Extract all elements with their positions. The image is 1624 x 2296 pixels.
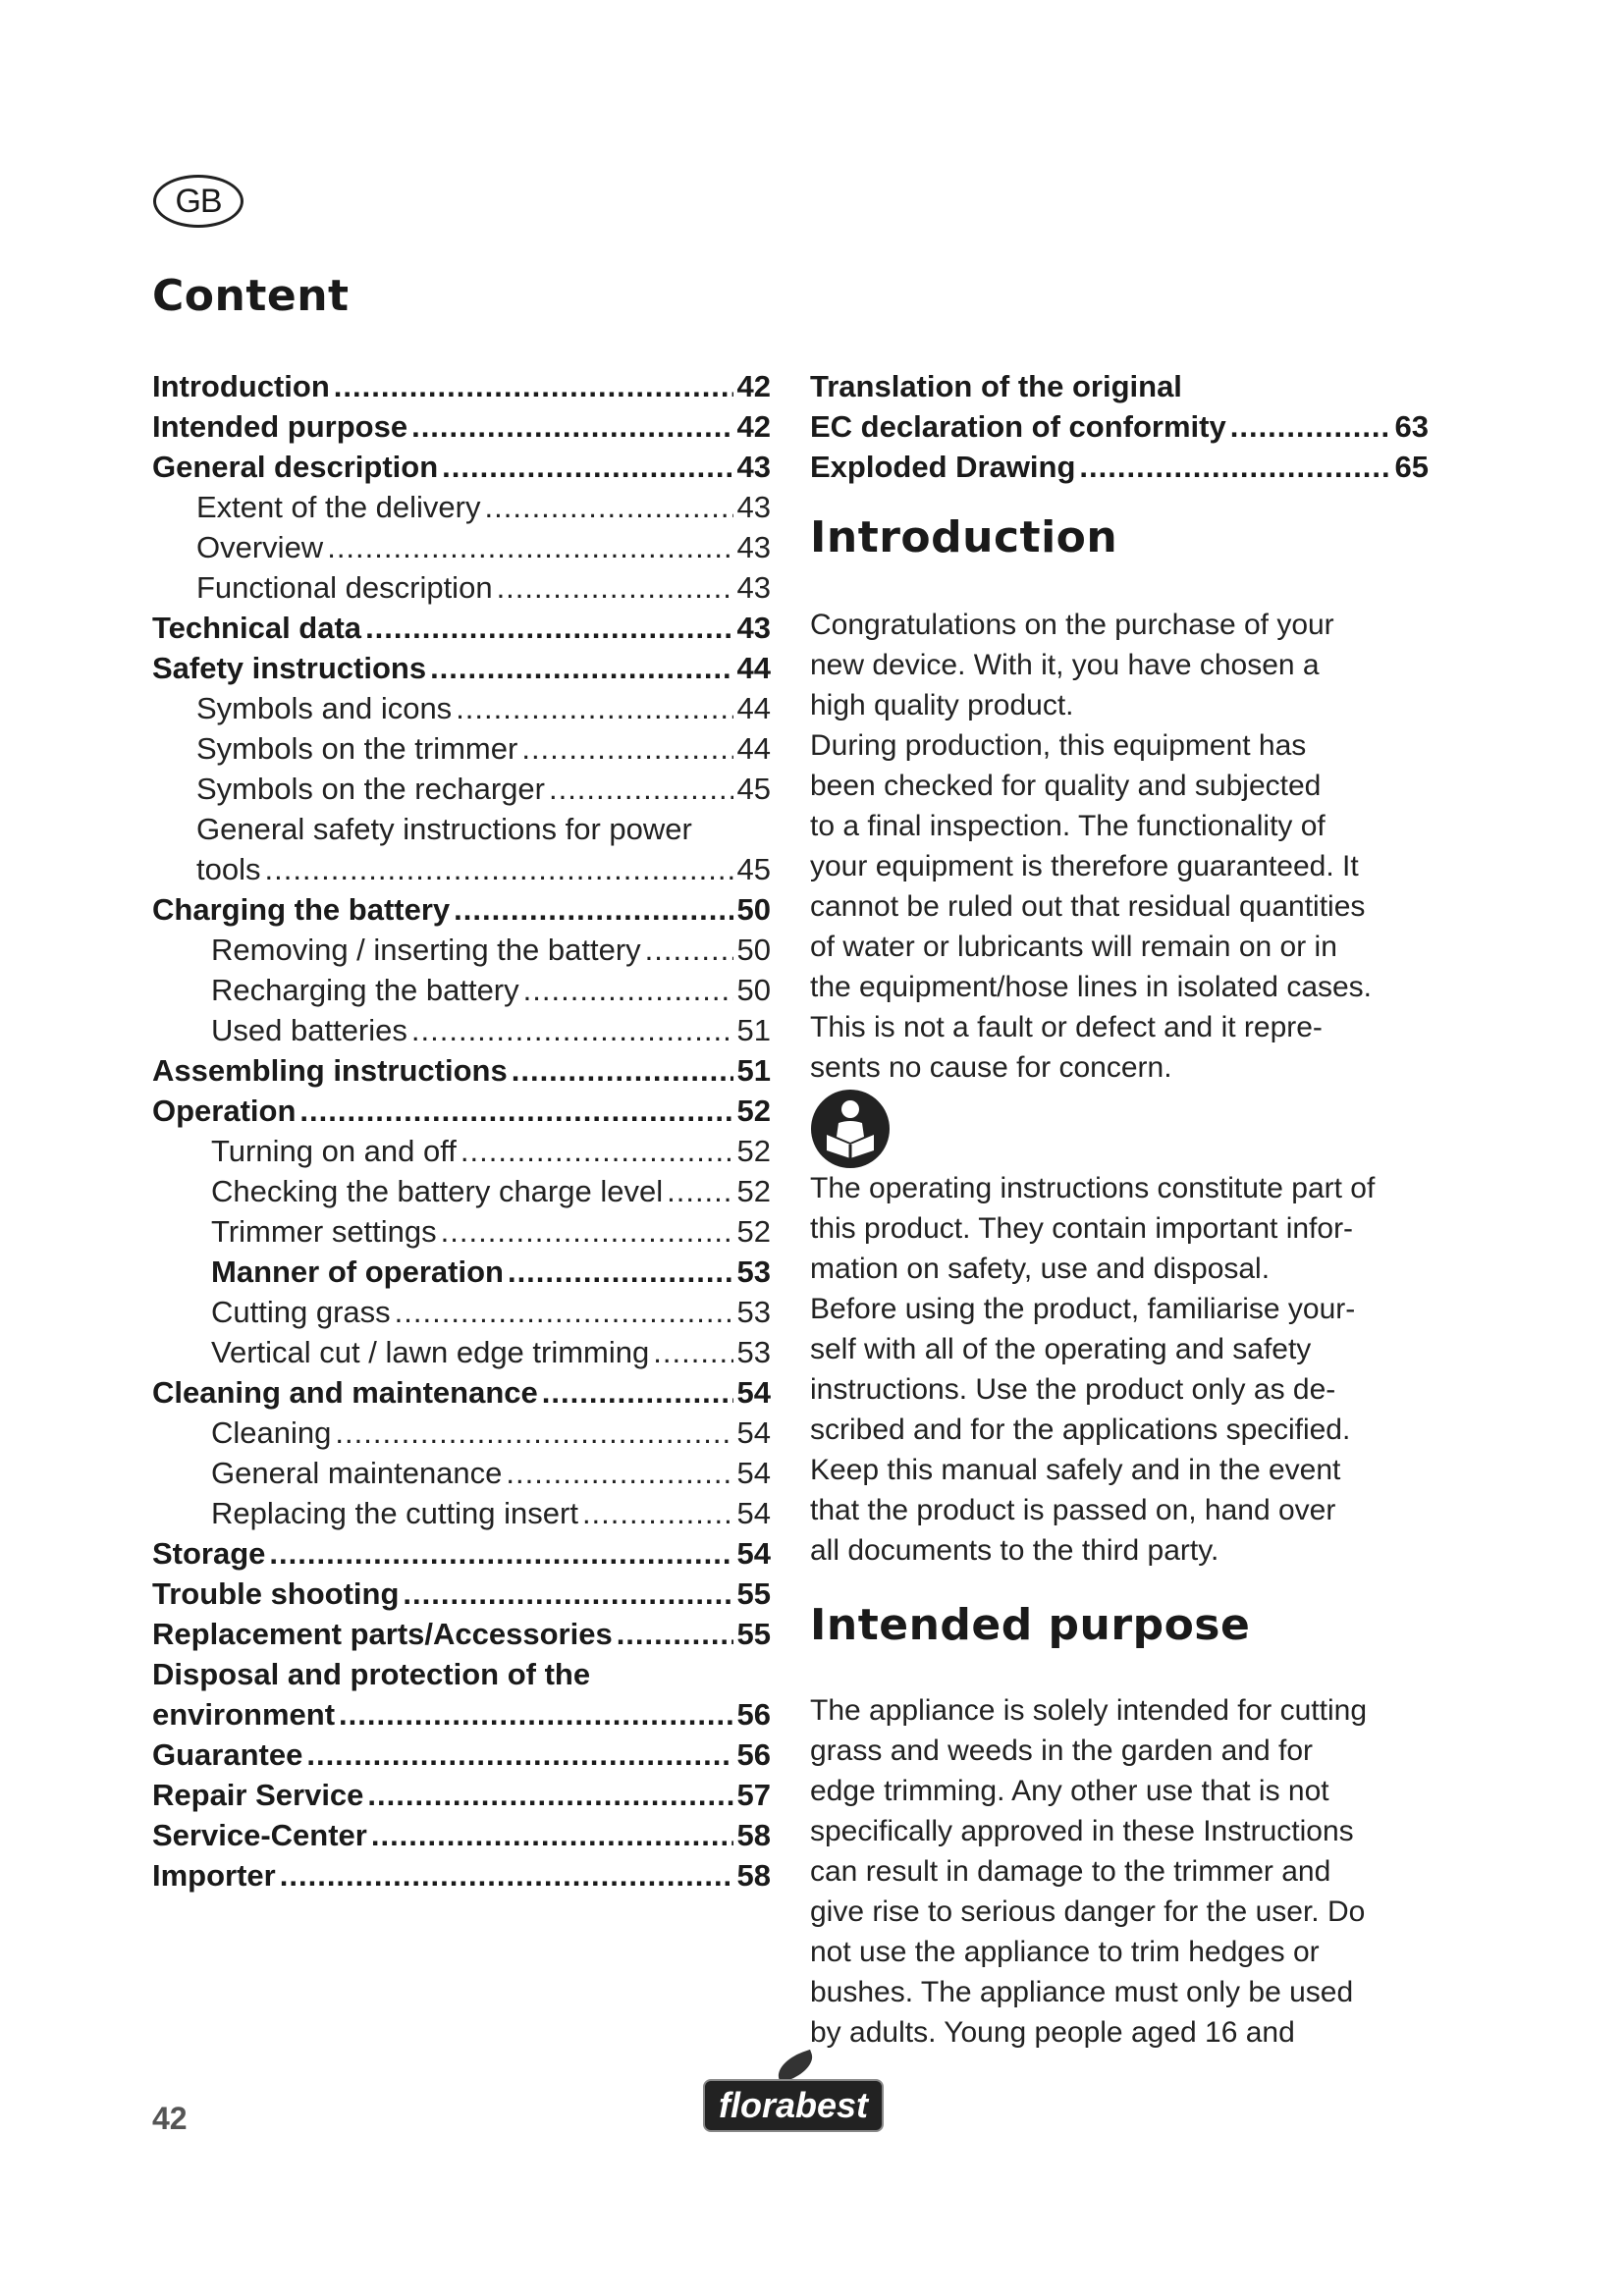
toc-entry-label: Service-Center	[152, 1818, 367, 1852]
text-line: your equipment is therefore guaranteed. It	[810, 850, 1359, 882]
toc-entry-label: Intended purpose	[152, 409, 408, 444]
toc-entry[interactable]	[152, 930, 771, 970]
toc-entry-page: 50	[736, 892, 771, 927]
toc-entry-label: Introduction	[152, 369, 330, 403]
toc-entry-page: 56	[736, 1697, 771, 1732]
toc-entry-label: Disposal and protection of the	[152, 1657, 591, 1691]
text-line: grass and weeds in the garden and for	[810, 1735, 1314, 1767]
dot-leader	[1079, 447, 1390, 487]
toc-entry-label: EC declaration of conformity	[810, 409, 1226, 444]
operating-instructions-text	[810, 1168, 1438, 1571]
toc-entry-label: Exploded Drawing	[810, 450, 1076, 484]
toc-entry-label: Cleaning	[211, 1415, 332, 1450]
dot-leader	[549, 769, 733, 809]
toc-entry-page: 63	[1394, 409, 1429, 444]
dot-leader	[521, 728, 732, 769]
toc-entry-label: Cleaning and maintenance	[152, 1375, 538, 1410]
text-line: to a final inspection. The functionality of	[810, 810, 1326, 842]
toc-entry-label: Overview	[196, 530, 324, 564]
toc-entry-page: 50	[736, 933, 771, 967]
dot-leader	[264, 849, 732, 889]
dot-leader	[335, 1413, 732, 1453]
toc-entry[interactable]	[152, 1050, 771, 1091]
dot-leader	[497, 567, 733, 608]
toc-entry-label: Cutting grass	[211, 1295, 391, 1329]
text-line: can result in damage to the trimmer and	[810, 1855, 1331, 1888]
toc-entry[interactable]	[152, 1855, 771, 1896]
toc-entry-label: Extent of the delivery	[196, 490, 481, 524]
dot-leader	[617, 1614, 733, 1654]
text-line: mation on safety, use and disposal.	[810, 1253, 1271, 1285]
toc-entry-label: Trouble shooting	[152, 1576, 400, 1611]
text-line: Congratulations on the purchase of your	[810, 609, 1334, 641]
toc-entry-label: Checking the battery charge level	[211, 1174, 664, 1208]
introduction-text	[810, 605, 1438, 1088]
dot-leader	[456, 688, 732, 728]
text-line: edge trimming. Any other use that is not	[810, 1775, 1329, 1807]
toc-entry-page: 52	[736, 1174, 771, 1208]
toc-entry-label: Trimmer settings	[211, 1214, 437, 1249]
toc-right	[810, 366, 1429, 487]
text-line: sents no cause for concern.	[810, 1051, 1172, 1084]
toc-left	[152, 366, 771, 1896]
dot-leader	[667, 1171, 732, 1211]
dot-leader	[395, 1292, 733, 1332]
intended-purpose-heading: Intended purpose	[810, 1600, 1251, 1650]
toc-entry[interactable]	[152, 1091, 771, 1131]
toc-entry-label: Replacement parts/Accessories	[152, 1617, 613, 1651]
toc-entry-label: Turning on and off	[211, 1134, 457, 1168]
toc-entry[interactable]	[152, 809, 771, 849]
text-line: Keep this manual safely and in the event	[810, 1454, 1341, 1486]
toc-entry[interactable]	[152, 970, 771, 1010]
text-line: self with all of the operating and safety	[810, 1333, 1312, 1365]
text-line: the equipment/hose lines in isolated cases.	[810, 971, 1373, 1003]
toc-entry-label: Repair Service	[152, 1778, 364, 1812]
toc-entry-page: 44	[736, 731, 771, 766]
toc-entry-label: Manner of operation	[211, 1255, 504, 1289]
toc-entry[interactable]	[152, 527, 771, 567]
dot-leader	[411, 1010, 733, 1050]
text-line: not use the appliance to trim hedges or	[810, 1936, 1320, 1968]
toc-entry[interactable]	[152, 1694, 771, 1735]
read-manual-icon	[811, 1090, 890, 1168]
dot-leader	[334, 366, 733, 406]
toc-entry-page: 43	[736, 611, 771, 645]
toc-entry-label: Charging the battery	[152, 892, 451, 927]
toc-entry-page: 54	[736, 1456, 771, 1490]
dot-leader	[653, 1332, 732, 1372]
text-line: This is not a fault or defect and it repre-	[810, 1011, 1323, 1043]
text-line: scribed and for the applications specified.	[810, 1414, 1351, 1446]
dot-leader	[523, 970, 733, 1010]
toc-entry-page: 54	[736, 1375, 771, 1410]
toc-entry-label: Used batteries	[211, 1013, 407, 1047]
text-line: of water or lubricants will remain on or in	[810, 931, 1337, 963]
toc-entry-page: 42	[736, 369, 771, 403]
toc-entry-label: General description	[152, 450, 439, 484]
toc-entry[interactable]	[152, 889, 771, 930]
dot-leader	[512, 1050, 733, 1091]
text-line: specifically approved in these Instructions	[810, 1815, 1354, 1847]
toc-entry-label: Translation of the original	[810, 369, 1182, 403]
toc-entry[interactable]	[152, 728, 771, 769]
toc-entry-page: 57	[736, 1778, 771, 1812]
toc-entry-page: 52	[736, 1134, 771, 1168]
toc-entry-page: 52	[736, 1214, 771, 1249]
toc-entry[interactable]	[152, 1010, 771, 1050]
dot-leader	[1230, 406, 1391, 447]
toc-entry[interactable]	[152, 1332, 771, 1372]
toc-entry-label: Technical data	[152, 611, 362, 645]
text-line: The appliance is solely intended for cutting	[810, 1694, 1368, 1727]
toc-entry[interactable]	[152, 487, 771, 527]
toc-entry-page: 44	[736, 651, 771, 685]
dot-leader	[365, 608, 732, 648]
toc-entry[interactable]	[810, 447, 1429, 487]
toc-entry[interactable]	[152, 1614, 771, 1654]
toc-entry-page: 58	[736, 1818, 771, 1852]
toc-entry-label: Symbols on the trimmer	[196, 731, 518, 766]
toc-entry[interactable]	[152, 447, 771, 487]
toc-entry[interactable]	[152, 1735, 771, 1775]
toc-entry[interactable]	[152, 648, 771, 688]
toc-entry[interactable]	[152, 1372, 771, 1413]
dot-leader	[441, 1211, 733, 1252]
text-line: high quality product.	[810, 689, 1074, 721]
toc-entry-label: Vertical cut / lawn edge trimming	[211, 1335, 650, 1369]
toc-entry-page: 56	[736, 1737, 771, 1772]
toc-entry-label: Importer	[152, 1858, 276, 1893]
dot-leader	[299, 1091, 732, 1131]
text-line: been checked for quality and subjected	[810, 770, 1322, 802]
dot-leader	[306, 1735, 732, 1775]
toc-entry[interactable]	[152, 366, 771, 406]
toc-entry-page: 43	[736, 450, 771, 484]
toc-entry[interactable]	[152, 608, 771, 648]
toc-entry[interactable]	[152, 1211, 771, 1252]
text-line: During production, this equipment has	[810, 729, 1307, 762]
toc-entry-page: 54	[736, 1415, 771, 1450]
toc-entry-label: Symbols and icons	[196, 691, 453, 725]
toc-entry-label: Operation	[152, 1094, 297, 1128]
text-line: by adults. Young people aged 16 and	[810, 2016, 1295, 2049]
toc-entry-label: Recharging the battery	[211, 973, 519, 1007]
toc-entry-page: 51	[736, 1013, 771, 1047]
toc-entry-page: 43	[736, 530, 771, 564]
toc-entry-label: tools	[196, 852, 261, 886]
toc-entry-label: Storage	[152, 1536, 266, 1571]
country-badge: GB	[153, 175, 244, 228]
intended-purpose-text	[810, 1690, 1438, 2053]
dot-leader	[442, 447, 732, 487]
toc-entry-page: 45	[736, 852, 771, 886]
text-line: new device. With it, you have chosen a	[810, 649, 1320, 681]
dot-leader	[411, 406, 732, 447]
toc-entry[interactable]	[152, 1654, 771, 1694]
text-line: this product. They contain important infor-	[810, 1212, 1354, 1245]
dot-leader	[508, 1252, 733, 1292]
toc-entry[interactable]	[152, 1252, 771, 1292]
toc-entry-label: Safety instructions	[152, 651, 427, 685]
content-title: Content	[152, 271, 350, 321]
text-line: cannot be ruled out that residual quantities	[810, 890, 1366, 923]
toc-entry-label: environment	[152, 1697, 336, 1732]
dot-leader	[339, 1694, 732, 1735]
toc-entry-page: 53	[736, 1335, 771, 1369]
toc-entry-page: 42	[736, 409, 771, 444]
dot-leader	[430, 648, 732, 688]
dot-leader	[367, 1775, 732, 1815]
toc-entry-page: 54	[736, 1536, 771, 1571]
toc-entry[interactable]	[810, 406, 1429, 447]
dot-leader	[269, 1533, 732, 1574]
page-number: 42	[152, 2101, 188, 2136]
toc-entry[interactable]	[152, 1775, 771, 1815]
dot-leader	[582, 1493, 733, 1533]
toc-entry-page: 55	[736, 1617, 771, 1651]
toc-entry-label: Symbols on the recharger	[196, 772, 545, 806]
toc-entry[interactable]	[152, 1574, 771, 1614]
toc-entry[interactable]	[152, 567, 771, 608]
dot-leader	[645, 930, 733, 970]
text-line: Before using the product, familiarise your-	[810, 1293, 1356, 1325]
toc-entry[interactable]	[152, 1131, 771, 1171]
toc-entry-page: 53	[736, 1255, 771, 1289]
toc-entry-page: 51	[736, 1053, 771, 1088]
toc-entry[interactable]	[152, 1453, 771, 1493]
toc-entry-page: 54	[736, 1496, 771, 1530]
toc-entry[interactable]	[152, 688, 771, 728]
dot-leader	[454, 889, 732, 930]
toc-entry-page: 55	[736, 1576, 771, 1611]
dot-leader	[327, 527, 732, 567]
dot-leader	[403, 1574, 732, 1614]
toc-entry-label: Guarantee	[152, 1737, 303, 1772]
toc-entry-page: 65	[1394, 450, 1429, 484]
toc-entry[interactable]	[152, 849, 771, 889]
florabest-logo: florabest	[703, 2079, 884, 2132]
toc-entry[interactable]	[152, 769, 771, 809]
toc-entry[interactable]	[152, 1815, 771, 1855]
text-line: that the product is passed on, hand over	[810, 1494, 1336, 1526]
toc-entry-label: Functional description	[196, 570, 493, 605]
toc-entry-page: 43	[736, 570, 771, 605]
toc-entry-label: Replacing the cutting insert	[211, 1496, 578, 1530]
dot-leader	[506, 1453, 732, 1493]
toc-entry-page: 52	[736, 1094, 771, 1128]
dot-leader	[460, 1131, 733, 1171]
dot-leader	[542, 1372, 733, 1413]
toc-entry-page: 44	[736, 691, 771, 725]
toc-entry[interactable]	[152, 406, 771, 447]
toc-entry-page: 43	[736, 490, 771, 524]
toc-entry-page: 53	[736, 1295, 771, 1329]
text-line: The operating instructions constitute part of	[810, 1172, 1376, 1204]
toc-entry-label: General safety instructions for power	[196, 812, 692, 846]
dot-leader	[485, 487, 733, 527]
toc-entry-page: 50	[736, 973, 771, 1007]
text-line: all documents to the third party.	[810, 1534, 1219, 1567]
toc-entry[interactable]	[810, 366, 1429, 406]
text-line: give rise to serious danger for the user. Do	[810, 1896, 1366, 1928]
introduction-heading: Introduction	[810, 512, 1118, 562]
toc-entry-label: Removing / inserting the battery	[211, 933, 641, 967]
dot-leader	[280, 1855, 733, 1896]
toc-entry[interactable]	[152, 1171, 771, 1211]
toc-entry-page: 58	[736, 1858, 771, 1893]
toc-entry-label: General maintenance	[211, 1456, 503, 1490]
dot-leader	[371, 1815, 733, 1855]
toc-entry[interactable]	[152, 1292, 771, 1332]
toc-entry-page: 45	[736, 772, 771, 806]
toc-entry-label: Assembling instructions	[152, 1053, 508, 1088]
text-line: bushes. The appliance must only be used	[810, 1976, 1354, 2008]
toc-entry[interactable]	[152, 1493, 771, 1533]
toc-entry[interactable]	[152, 1413, 771, 1453]
text-line: instructions. Use the product only as de-	[810, 1373, 1336, 1406]
toc-entry[interactable]	[152, 1533, 771, 1574]
